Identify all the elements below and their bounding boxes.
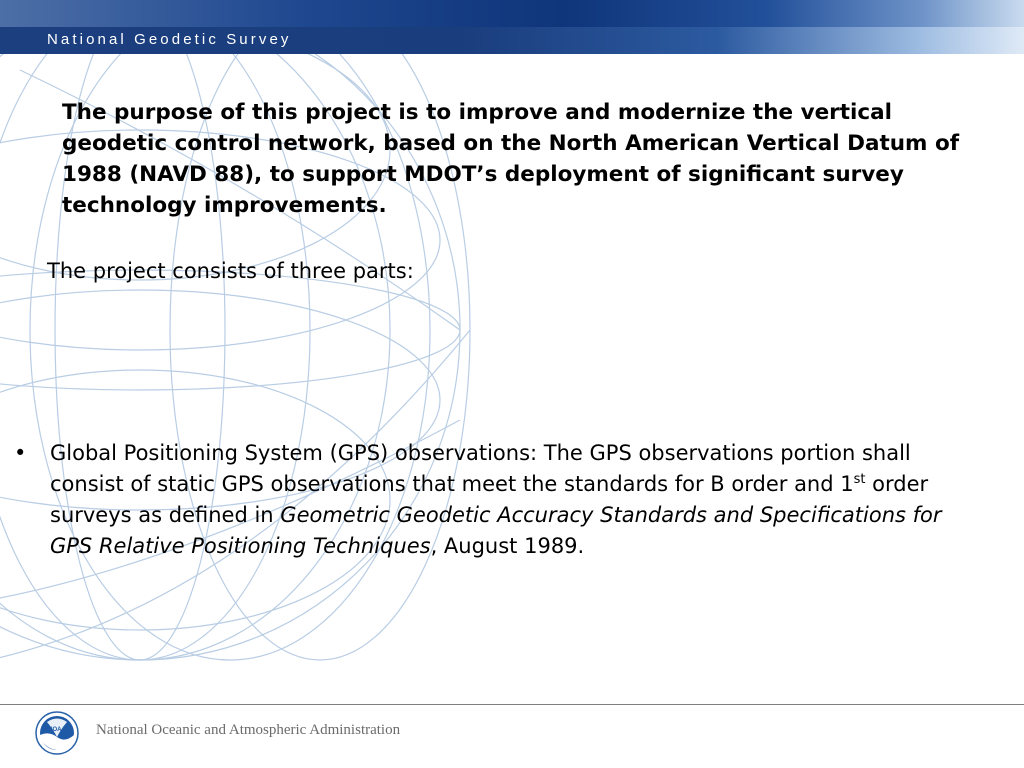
bullet-reference-title: Geometric Geodetic Accuracy Standards and Specifications for GPS Relative Positioning Techniques [50, 503, 942, 558]
noaa-logo-icon [35, 711, 79, 755]
bullet-superscript: st [853, 472, 866, 487]
bullet-text [50, 438, 989, 562]
footer-agency: National Oceanic and Atmospheric Administration [96, 722, 401, 738]
bullet-marker: • [14, 441, 27, 465]
noaa-logo-label: NOAA [48, 727, 66, 733]
bullet-item-gps [14, 438, 989, 562]
purpose-paragraph: The purpose of this project is to improve and modernize the vertical geodetic control network, based on the North American Vertical Datum of 1988 (NAVD 88), to support MDOT’s deployment of significant survey technology improvements. [62, 100, 960, 218]
bullet-text-part2: order surveys as defined in [50, 472, 929, 527]
bullet-text-part1: Global Positioning System (GPS) observations: The GPS observations portion shall consist of static GPS observations that meet the standards for B order and 1 [50, 441, 911, 496]
consists-text: The project consists of three parts: [47, 259, 414, 283]
footer-divider [0, 704, 1024, 705]
header-title: National Geodetic Survey [47, 31, 292, 48]
bullet-text-part3: , August 1989. [430, 534, 585, 558]
